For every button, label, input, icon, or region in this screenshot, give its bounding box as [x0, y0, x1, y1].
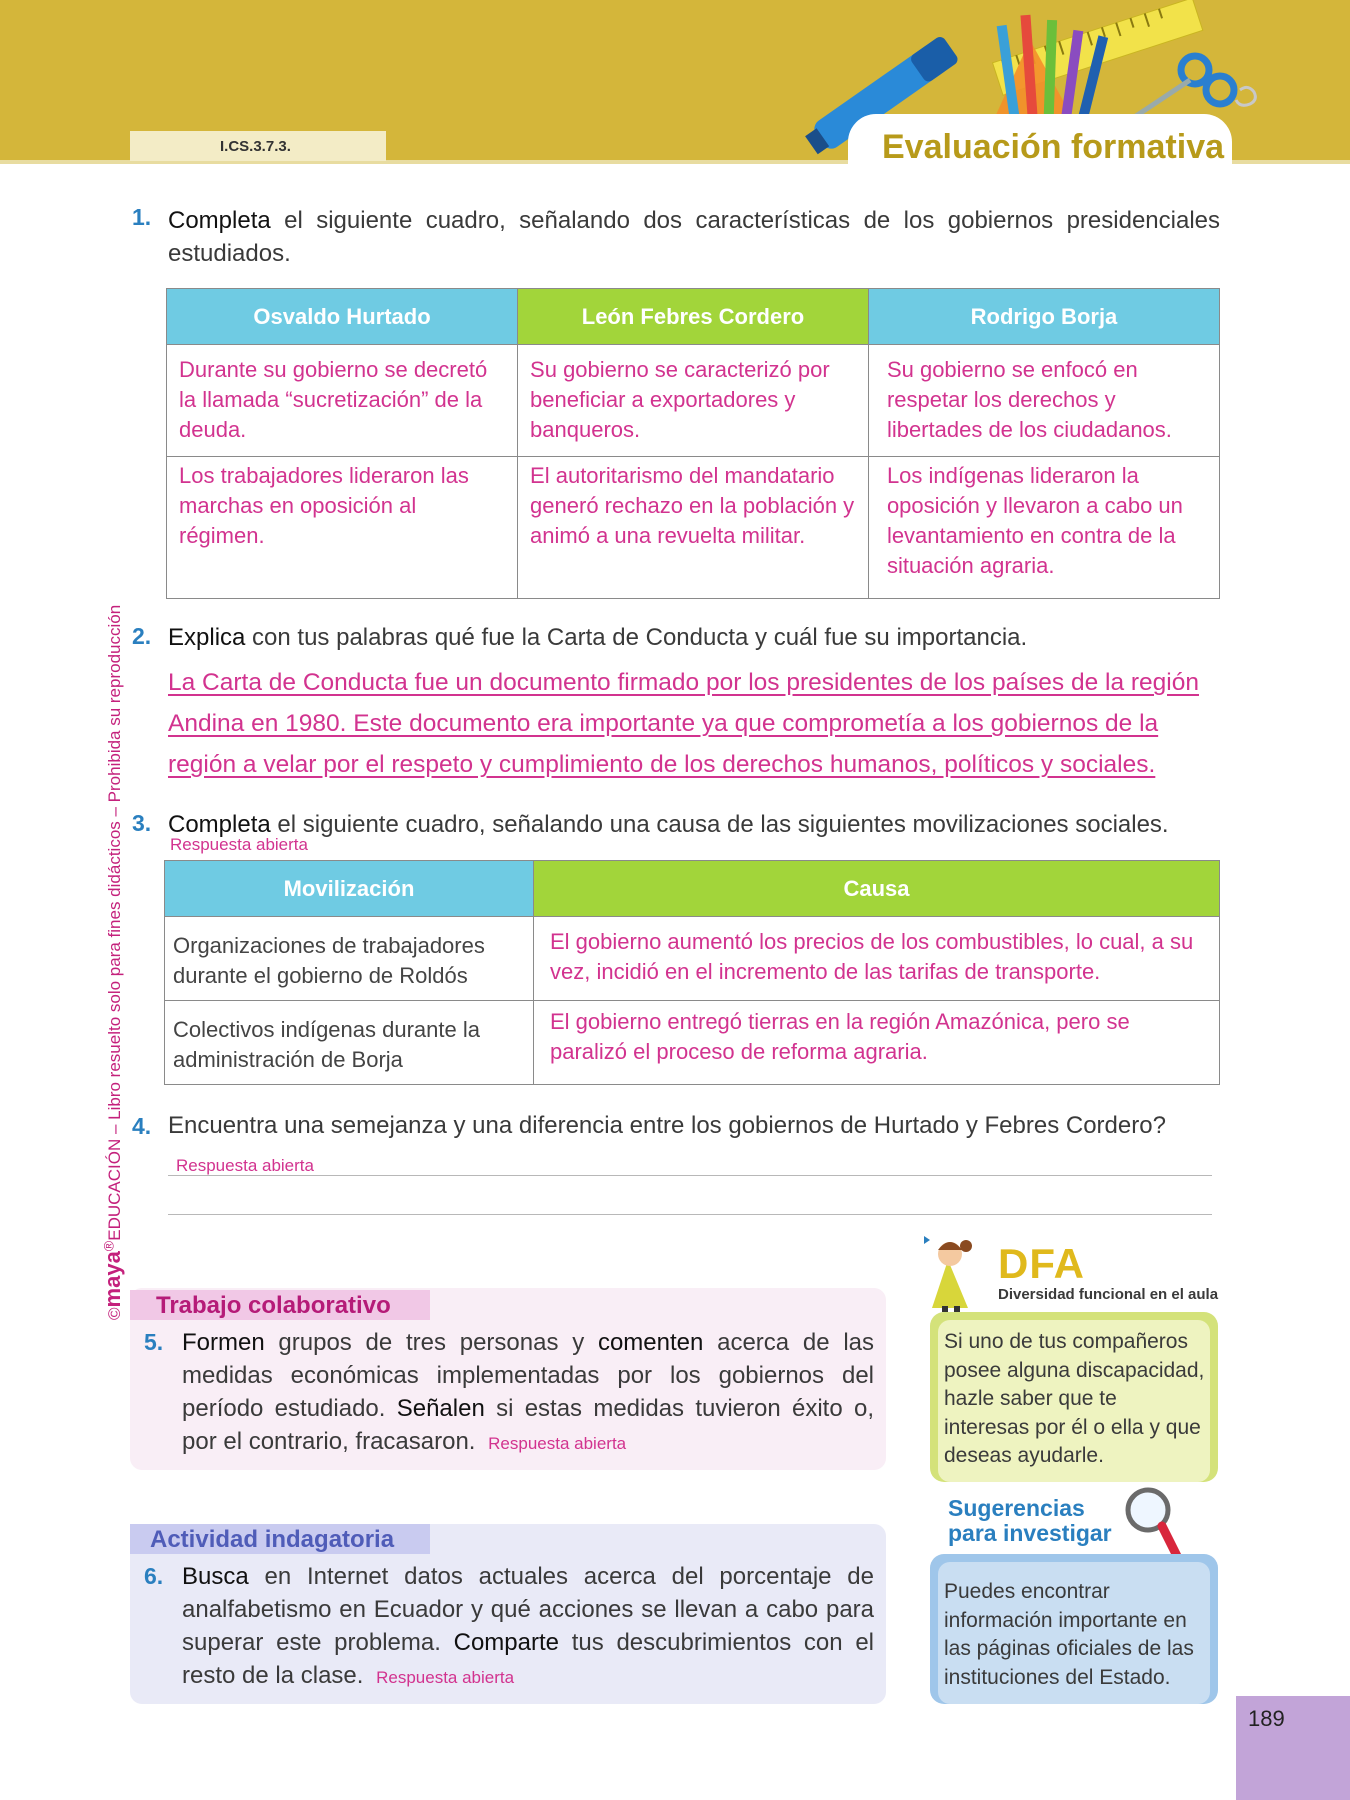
answer-line [168, 1175, 1212, 1176]
section-title: Evaluación formativa [882, 128, 1225, 166]
table-header: Rodrigo Borja [868, 289, 1219, 345]
suggestions-title: Sugerencias para investigar [948, 1495, 1112, 1546]
side-copyright-text: ©maya®EDUCACIÓN – Libro resuelto solo para fines didácticos – Prohibida su reproducción [100, 604, 125, 1320]
dfa-subtitle: Diversidad funcional en el aula [998, 1286, 1219, 1303]
table-cell: Su gobierno se caracterizó por beneficiar a exportadores y banqueros. [518, 345, 869, 457]
question-4-text: Encuentra una semejanza y una diferencia entre los gobiernos de Hurtado y Febres Cordero? [168, 1112, 1166, 1139]
table-cell: Organizaciones de trabajadores durante el gobierno de Roldós [165, 917, 534, 1001]
question-3-number: 3. [132, 810, 152, 836]
q3-mobilizations-table [164, 860, 1220, 1085]
collaborative-work-label: Trabajo colaborativo [130, 1290, 430, 1320]
table-cell: Durante su gobierno se decretó la llamada “sucretización” de la deuda. [167, 345, 518, 457]
table-cell: Los indígenas lideraron la oposición y llevaron a cabo un levantamiento en contra de la situación agraria. [868, 457, 1219, 599]
question-3-text: Completa el siguiente cuadro, señalando una causa de las siguientes movilizaciones sociales. [168, 811, 1169, 838]
table-cell: El gobierno entregó tierras en la región Amazónica, pero se paralizó el proceso de reforma agraria. [534, 1001, 1220, 1085]
table-cell: El gobierno aumentó los precios de los combustibles, lo cual, a su vez, incidió en el incremento de las tarifas de transporte. [534, 917, 1220, 1001]
dfa-text: Si uno de tus compañeros posee alguna discapacidad, hazle saber que te interesas por él o ella y que deseas ayudarle. [944, 1330, 1205, 1467]
question-3-note: Respuesta abierta [170, 835, 308, 854]
section-title-tab [848, 114, 1232, 174]
curriculum-code: I.CS.3.7.3. [220, 138, 291, 155]
table-header: León Febres Cordero [518, 289, 869, 345]
question-5-note: Respuesta abierta [488, 1434, 627, 1453]
girl-icon [918, 1232, 1002, 1312]
answer-line: Andina en 1980. Este documento era importante ya que comprometía a los gobiernos de la [168, 710, 1159, 737]
question-6-text: Busca en Internet datos actuales acerca del porcentaje de analfabetismo en Ecuador y qué acciones se llevan a cabo para superar este problema. Comparte tus descubrimientos con el resto de la clase. Respuesta abierta [182, 1563, 875, 1689]
q1-governments-table [166, 288, 1220, 599]
table-header: Osvaldo Hurtado [167, 289, 518, 345]
answer-line: región a velar por el respeto y cumplimiento de los derechos humanos, políticos y sociales. [168, 751, 1156, 778]
answer-line: La Carta de Conducta fue un documento firmado por los presidentes de los países de la región [168, 669, 1199, 696]
question-1-number: 1. [132, 204, 152, 230]
table-header: Movilización [165, 861, 534, 917]
question-4-note: Respuesta abierta [176, 1156, 314, 1175]
maya-logo-text: maya [100, 1251, 125, 1308]
research-activity-label: Actividad indagatoria [130, 1524, 430, 1554]
question-5-text: Formen grupos de tres personas y comenten acerca de las medidas económicas implementadas por los gobiernos del período estudiado. Señalen si estas medidas tuvieron éxito o, por el contrario, fracasaron. Respuesta abierta [182, 1329, 874, 1455]
question-2-answer [168, 662, 1210, 785]
question-6-number: 6. [144, 1563, 164, 1589]
question-5-number: 5. [144, 1329, 164, 1355]
suggestions-text: Puedes encontrar información importante en las páginas oficiales de las instituciones del Estado. [944, 1580, 1194, 1689]
page-number: 189 [1248, 1706, 1285, 1731]
table-cell: Su gobierno se enfocó en respetar los derechos y libertades de los ciudadanos. [868, 345, 1219, 457]
table-cell: Colectivos indígenas durante la administración de Borja [165, 1001, 534, 1085]
question-1-text: Completa el siguiente cuadro, señalando dos características de los gobiernos presidenciales estudiados. [168, 207, 1220, 267]
question-6-note: Respuesta abierta [376, 1668, 515, 1687]
question-2-text: Explica con tus palabras qué fue la Carta de Conducta y cuál fue su importancia. [168, 624, 1028, 651]
table-header: Causa [534, 861, 1220, 917]
curriculum-code-tab [130, 131, 386, 161]
answer-line [168, 1214, 1212, 1215]
dfa-title: DFA [998, 1240, 1085, 1287]
question-2-number: 2. [132, 623, 152, 649]
question-4-number: 4. [132, 1113, 152, 1139]
table-cell: Los trabajadores lideraron las marchas en oposición al régimen. [167, 457, 518, 599]
table-cell: El autoritarismo del mandatario generó rechazo en la población y animó a una revuelta militar. [518, 457, 869, 599]
